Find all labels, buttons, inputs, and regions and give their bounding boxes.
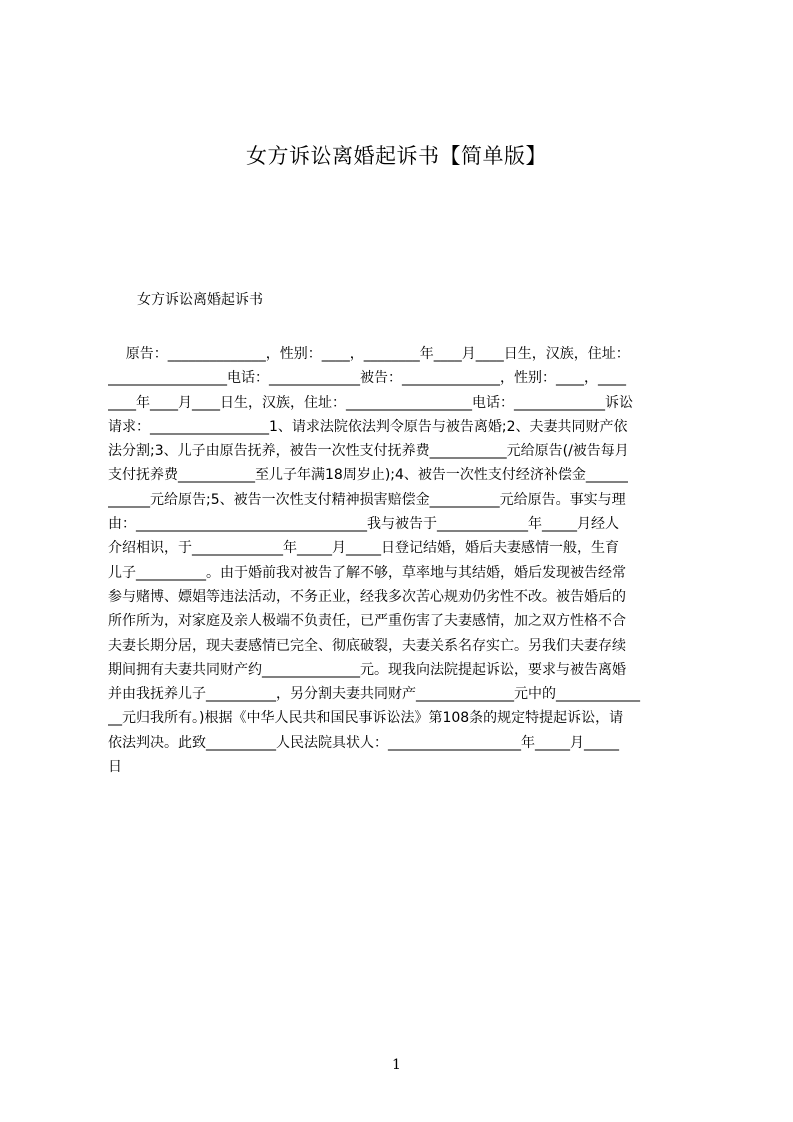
body-line: 法分割;3、儿子由原告抚养，被告一次性支付抚养费___________元给原告(/被告每月 bbox=[108, 443, 629, 460]
document-subheading: 女方诉讼离婚起诉书 bbox=[137, 292, 263, 308]
body-line: 原告：______________，性别：____，________年____月____日生，汉族，住址： bbox=[108, 346, 630, 362]
body-line: 日 bbox=[108, 759, 122, 776]
body-line: __元归我所有。)根据《中华人民共和国民事诉讼法》第108条的规定特提起诉讼，请 bbox=[108, 710, 624, 727]
body-line: 参与赌博、嫖娼等违法活动，不务正业，经我多次苦心规劝仍劣性不改。被告婚后的 bbox=[108, 588, 626, 605]
page-number: 1 bbox=[392, 1057, 401, 1073]
body-line: 夫妻长期分居，现夫妻感情已完全、彻底破裂，夫妻关系名存实亡。另我们夫妻存续 bbox=[108, 637, 626, 654]
body-line: 由：_________________________________我与被告于_____________年_____月经人 bbox=[108, 516, 619, 533]
body-line: ______元给原告;5、被告一次性支付精神损害赔偿金__________元给原告。事实与理 bbox=[108, 491, 626, 508]
body-line: 期间拥有夫妻共同财产约______________元。现我向法院提起诉讼，要求与被告离婚 bbox=[108, 661, 626, 678]
body-line: 依法判决。此致__________人民法院具状人：___________________年_____月_____ bbox=[108, 734, 619, 751]
body-line: 儿子__________。由于婚前我对被告了解不够，草率地与其结婚，婚后发现被告经常 bbox=[108, 564, 626, 581]
body-line: 介绍相识，于_____________年_____月_____日登记结婚，婚后夫妻感情一般，生育 bbox=[108, 540, 619, 557]
body-line: _________________电话：_____________被告：______________，性别：____，____ bbox=[108, 370, 626, 387]
body-line: 所作所为，对家庭及亲人极端不负责任，已严重伤害了夫妻感情，加之双方性格不合 bbox=[108, 613, 626, 630]
body-line: ____年____月____日生，汉族，住址：__________________电话：_____________诉讼 bbox=[108, 394, 633, 411]
body-line: 并由我抚养儿子__________，另分割夫妻共同财产______________元中的____________ bbox=[108, 686, 640, 703]
document-body bbox=[108, 342, 698, 779]
body-line: 请求：_________________1、请求法院依法判令原告与被告离婚;2、夫妻共同财产依 bbox=[108, 418, 628, 435]
body-line: 支付抚养费___________至儿子年满18周岁止);4、被告一次性支付经济补偿金______ bbox=[108, 467, 628, 484]
document-title: 女方诉讼离婚起诉书【简单版】 bbox=[246, 144, 547, 168]
